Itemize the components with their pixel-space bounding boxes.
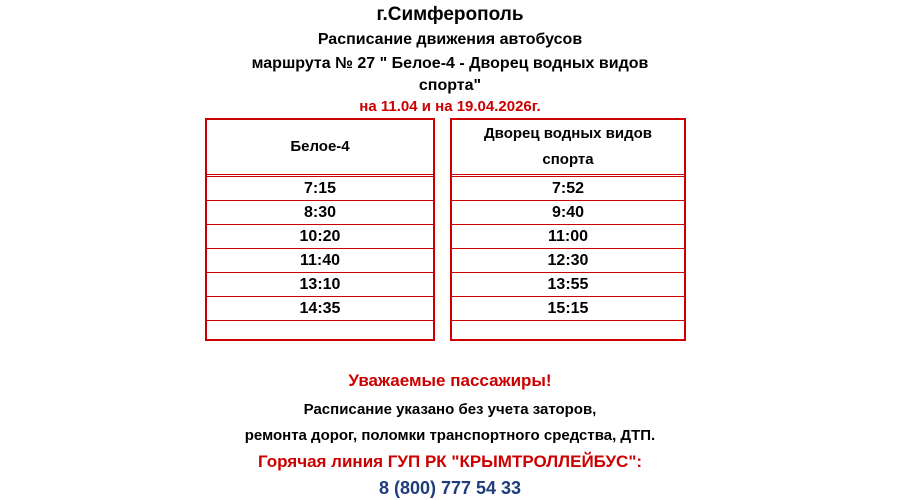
table-row xyxy=(207,273,433,297)
table-header-right-label xyxy=(484,121,652,173)
time-cell: 8:30 xyxy=(303,203,337,221)
table-header-right xyxy=(452,120,684,177)
table-row xyxy=(207,297,433,321)
time-cell: 13:10 xyxy=(299,275,341,293)
table-row xyxy=(452,177,684,201)
table-row xyxy=(452,201,684,225)
table-row xyxy=(452,273,684,297)
time-cell: 14:35 xyxy=(299,299,341,317)
table-header-left xyxy=(207,120,433,177)
table-header-right-line1: Дворец водных видов xyxy=(483,125,652,142)
notice-line-2: ремонта дорог, поломки транспортного средства, ДТП. xyxy=(244,427,656,444)
time-cell: 12:30 xyxy=(547,251,589,269)
schedule-title: Расписание движения автобусов xyxy=(317,31,583,48)
table-row xyxy=(452,297,684,321)
table-row xyxy=(207,225,433,249)
notice-title: Уважаемые пассажиры! xyxy=(348,371,552,390)
time-cell: 13:55 xyxy=(547,275,589,293)
table-row xyxy=(207,177,433,201)
time-cell: 10:20 xyxy=(299,227,341,245)
table-header-right-line2: спорта xyxy=(542,151,594,168)
time-cell: 7:52 xyxy=(551,179,585,197)
route-title-continued: спорта" xyxy=(418,77,482,94)
time-cell: 7:15 xyxy=(303,179,337,197)
departures-table-dvorets xyxy=(450,118,686,341)
hotline-phone: 8 (800) 777 54 33 xyxy=(378,478,522,498)
table-row xyxy=(207,201,433,225)
time-cell: 9:40 xyxy=(551,203,585,221)
time-cell: 15:15 xyxy=(547,299,589,317)
table-row xyxy=(207,321,433,344)
time-cell: 11:00 xyxy=(547,227,589,245)
hotline-label: Горячая линия ГУП РК "КРЫМТРОЛЛЕЙБУС": xyxy=(257,452,643,471)
table-row xyxy=(207,249,433,273)
table-header-left-label: Белое-4 xyxy=(290,138,350,155)
time-cell: 11:40 xyxy=(299,251,341,269)
schedule-dates: на 11.04 и на 19.04.2026г. xyxy=(359,98,541,115)
route-title: маршрута № 27 " Белое-4 - Дворец водных видов xyxy=(251,55,649,72)
table-row xyxy=(452,321,684,344)
departures-table-beloe-4 xyxy=(205,118,435,341)
table-row xyxy=(452,249,684,273)
city-title: г.Симферополь xyxy=(376,4,524,25)
table-row xyxy=(452,225,684,249)
notice-line-1: Расписание указано без учета заторов, xyxy=(303,401,597,418)
